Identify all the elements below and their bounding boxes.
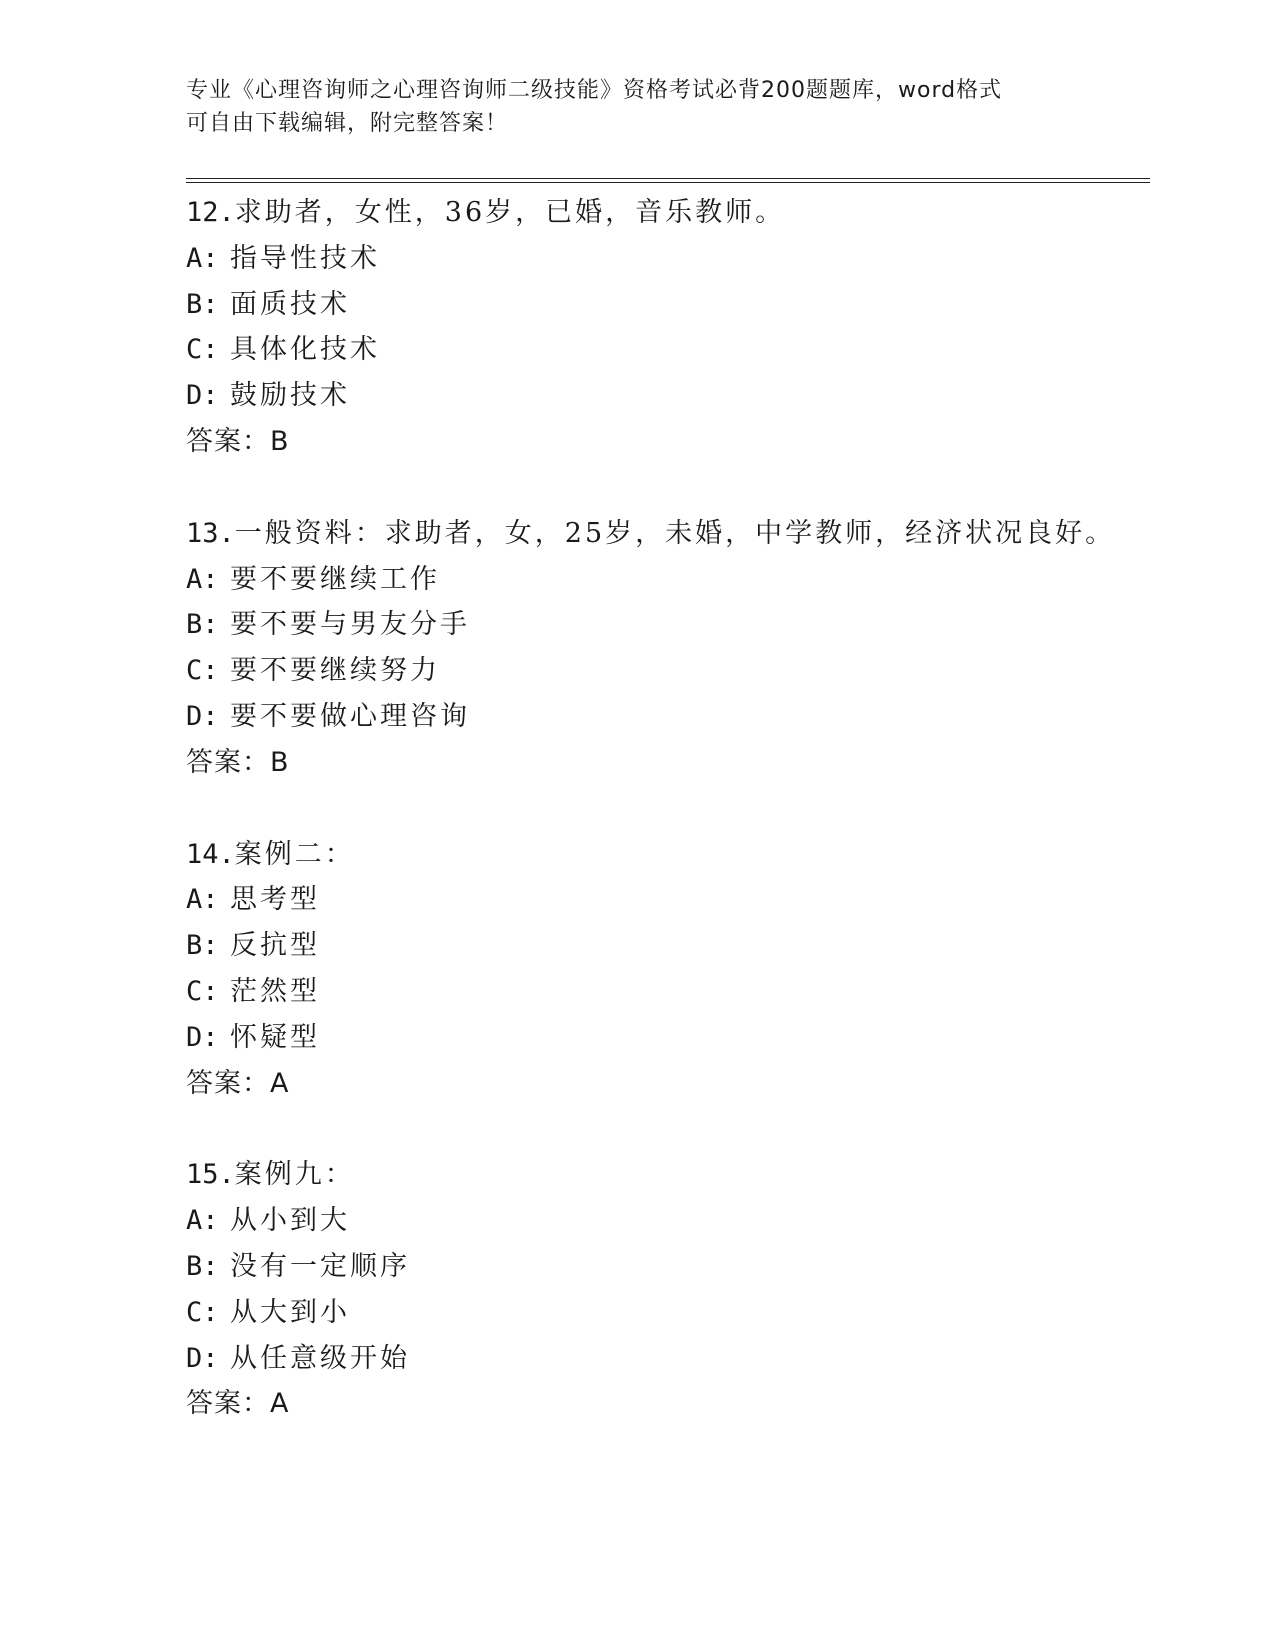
option-text: 要不要继续工作	[230, 563, 440, 595]
option-d	[186, 694, 1146, 740]
option-c	[186, 648, 1146, 694]
question-number: 12.	[186, 197, 235, 228]
option-d	[186, 1015, 1146, 1061]
option-letter: A:	[186, 1205, 219, 1237]
question-text: 求助者，女性，36岁，已婚，音乐教师。	[234, 197, 786, 228]
option-letter: C:	[186, 334, 219, 366]
option-text: 反抗型	[230, 930, 320, 962]
header-divider	[186, 178, 1150, 183]
option-letter: D:	[186, 380, 219, 412]
question-stem	[186, 1152, 1146, 1198]
question-number: 13.	[186, 517, 235, 549]
option-letter: B:	[186, 930, 219, 962]
document-header	[186, 74, 1086, 140]
option-letter: A:	[186, 563, 219, 595]
option-text: 要不要继续努力	[230, 655, 440, 687]
option-c	[186, 327, 1146, 373]
option-letter: A:	[186, 242, 219, 274]
option-letter: D:	[186, 1021, 219, 1053]
option-b	[186, 282, 1146, 328]
answer-line: 答案：A	[186, 1388, 290, 1420]
option-letter: C:	[186, 655, 219, 687]
question-stem	[186, 511, 1146, 557]
option-a	[186, 1198, 1146, 1244]
question-text: 一般资料：求助者，女，25岁，未婚，中学教师，经济状况良好。	[234, 517, 1116, 549]
question-12	[186, 190, 1146, 465]
option-b	[186, 1244, 1146, 1290]
option-text: 没有一定顺序	[230, 1250, 410, 1282]
question-text: 案例二：	[234, 838, 355, 870]
question-15	[186, 1152, 1146, 1427]
option-b	[186, 602, 1146, 648]
option-a	[186, 877, 1146, 923]
option-text: 怀疑型	[230, 1021, 320, 1053]
option-letter: D:	[186, 700, 219, 732]
option-text: 面质技术	[230, 288, 350, 320]
option-text: 具体化技术	[230, 334, 380, 366]
option-letter: A:	[186, 884, 219, 916]
question-list	[186, 190, 1146, 1473]
question-number: 15.	[186, 1159, 235, 1191]
option-d	[186, 373, 1146, 419]
option-text: 要不要做心理咨询	[230, 700, 470, 732]
option-text: 思考型	[230, 884, 320, 916]
option-c	[186, 969, 1146, 1015]
option-a	[186, 236, 1146, 282]
option-letter: B:	[186, 1250, 219, 1282]
option-text: 茫然型	[230, 975, 320, 1007]
answer-line: 答案：A	[186, 1067, 290, 1099]
option-letter: C:	[186, 975, 219, 1007]
answer-line: 答案：B	[186, 746, 290, 778]
option-text: 鼓励技术	[230, 380, 350, 412]
option-letter: B:	[186, 288, 219, 320]
option-letter: D:	[186, 1342, 219, 1374]
answer-line: 答案：B	[186, 425, 290, 457]
question-stem	[186, 190, 1146, 236]
option-a	[186, 557, 1146, 603]
option-letter: C:	[186, 1296, 219, 1328]
question-number: 14.	[186, 838, 235, 870]
option-text: 指导性技术	[230, 242, 380, 274]
option-text: 从大到小	[230, 1296, 350, 1328]
option-d	[186, 1336, 1146, 1382]
question-13	[186, 511, 1146, 786]
option-c	[186, 1290, 1146, 1336]
header-title-line-2: 可自由下载编辑，附完整答案！	[186, 111, 509, 136]
question-14	[186, 832, 1146, 1107]
option-letter: B:	[186, 609, 219, 641]
question-stem	[186, 832, 1146, 878]
header-title-line-1: 专业《心理咨询师之心理咨询师二级技能》资格考试必背200题题库，word格式	[186, 78, 1003, 103]
option-text: 从任意级开始	[230, 1342, 410, 1374]
option-b	[186, 923, 1146, 969]
option-text: 要不要与男友分手	[230, 609, 470, 641]
question-text: 案例九：	[234, 1159, 355, 1191]
option-text: 从小到大	[230, 1205, 350, 1237]
